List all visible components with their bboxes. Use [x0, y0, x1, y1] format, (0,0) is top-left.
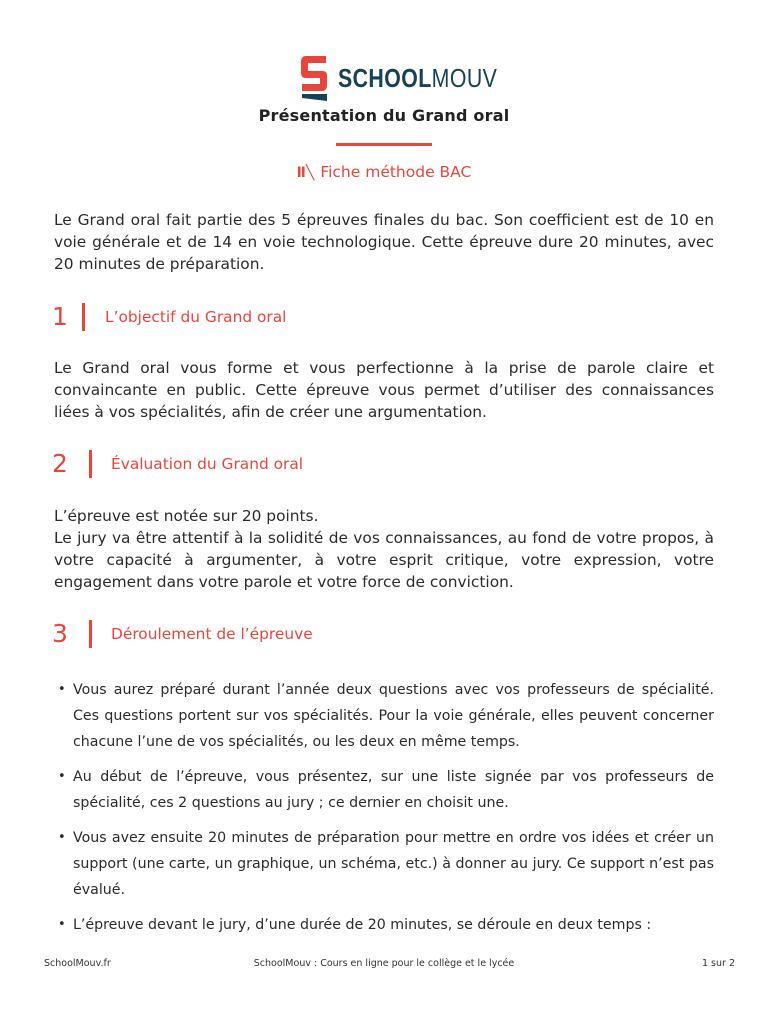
section-2-title: Évaluation du Grand oral — [111, 455, 304, 473]
section-2-bar — [89, 450, 92, 478]
method-label — [0, 163, 768, 181]
section-3-title: Déroulement de l’épreuve — [111, 625, 313, 643]
footer-page-number: 1 sur 2 — [701, 958, 735, 969]
list-item: • L’épreuve devant le jury, d’une durée de 20 minutes, se déroule en deux temps : — [56, 912, 714, 938]
section-1-bar — [82, 303, 85, 331]
method-label-text: Fiche méthode BAC — [320, 163, 472, 181]
section-2-body-line1: L’épreuve est notée sur 20 points. — [54, 507, 319, 525]
list-item: • Vous avez ensuite 20 minutes de préparation pour mettre en ordre vos idées et créer un support (une carte, un graphique, un schéma, etc.) à donner au jury. Ce support n’est pas évalué. — [56, 825, 714, 903]
intro-paragraph: Le Grand oral fait partie des 5 épreuves finales du bac. Son coefficient est de 10 en voie générale et de 14 en voie technologique. Cette épreuve dure 20 minutes, avec 20 minutes de préparation. — [54, 211, 714, 273]
section-2-body-line2: Le jury va être attentif à la solidité de vos connaissances, au fond de votre propos, à votre capacité à argumenter, à votre esprit critique, votre expression, votre engagement dans votre parole et votre force de conviction. — [54, 529, 714, 591]
footer-tagline: SchoolMouv : Cours en ligne pour le collège et le lycée — [253, 958, 515, 969]
section-3-bullet-list — [56, 677, 714, 947]
page-title: Présentation du Grand oral — [258, 106, 510, 125]
section-1-title: L’objectif du Grand oral — [105, 308, 287, 326]
section-2-number: 2 — [52, 449, 68, 478]
section-3-bar — [89, 620, 92, 648]
schoolmouv-s-logo-icon — [298, 53, 330, 103]
schoolmouv-logo — [298, 52, 532, 104]
section-1-number: 1 — [52, 302, 68, 331]
section-1-body: Le Grand oral vous forme et vous perfectionne à la prise de parole claire et convaincante en public. Cette épreuve vous permet d’utiliser des connaissances liées à vos spécialités, afin de créer une argumentation. — [54, 359, 714, 421]
list-item: • Vous aurez préparé durant l’année deux questions avec vos professeurs de spécialité. Ces questions portent sur vos spécialités. Pour la voie générale, elles peuvent concerner chacune l’une de vos spécialités, ou les deux en même temps. — [56, 677, 714, 755]
section-3-number: 3 — [52, 619, 68, 648]
brand-wordmark: SCHOOLMOUV — [338, 62, 498, 93]
footer-site: SchoolMouv.fr — [44, 958, 111, 969]
books-icon: Ⅱ╲ — [296, 165, 315, 181]
list-item: • Au début de l’épreuve, vous présentez, sur une liste signée par vos professeurs de spécialité, ces 2 questions au jury ; ce dernier en choisit une. — [56, 764, 714, 816]
title-divider — [336, 143, 432, 146]
